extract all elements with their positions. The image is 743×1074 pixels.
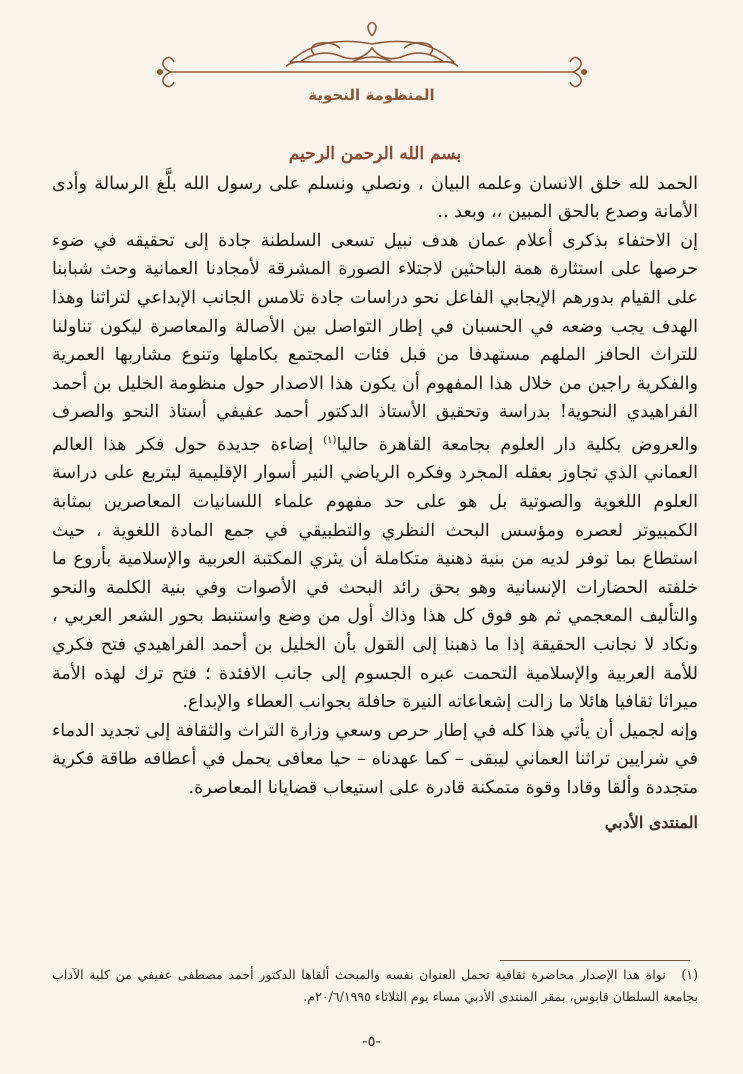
footnote-text: نواة هذا الإصدار محاضرة ثقافية تحمل العنوان نفسه والمبحث ألقاها الدكتور أحمد مصطفى عفيفي من كلية الآداب بجامعة السلطان قابوس، بمقر المنتدى الأدبي مساء يوم الثلاثاء ٢٠/٦/١٩٩٥م. <box>52 967 698 1004</box>
footnote-separator <box>500 960 690 961</box>
signature: المنتدى الأدبي <box>604 812 698 832</box>
footnote <box>52 964 698 1008</box>
footnote-reference: (١) <box>323 434 337 446</box>
paragraph-3: وإنه لجميل أن يأتي هذا كله في إطار حرص وسعي وزارة التراث والثقافة إلى تجديد الدماء في شرايين تراثنا العماني ليبقى – كما عهدناه – حيا معافى يحمل في أعطافه طاقة فكرية متجددة وألقا وقادا وقوة متمكنة قادرة على استيعاب قضايانا المعاصرة. <box>52 720 698 798</box>
paragraph-1: الحمد لله خلق الانسان وعلمه البيان ، ونصلي ونسلم على رسول الله بلَّغ الرسالة وأدى الأمانة وصدع بالحق المبين ،، وبعد .. <box>52 173 698 223</box>
footnote-number: (١) <box>681 967 698 982</box>
paragraph-2-continuation: إضاءة جديدة حول فكر هذا العالم العماني الذي تجاوز بعقله المجرد وفكره الرياضي النير أسوار الإقليمية ليتربع على دراسة العلوم اللغوية والصوتية بل هو على حد مفهوم علماء اللسانيات المعاصرين بمثابة الكمبيوتر لعصره ومؤسس البحث النظري والتطبيقي في جمع المادة اللغوية ، حيث استطاع بما توفر لديه من بنية ذهنية متكاملة أن يثري المكتبة العربية والإسلامية بأروع ما خلفته الحضارات الإنسانية وهو بحق رائد البحث في الأصوات وفي بنية الكلمة والنحو والتأليف المعجمي ثم هو فوق كل هذا وذاك أول من وضع واستنبط بحور الشعر العربي ، ونكاد لا نجانب الحقيقة إذا ما ذهبنا إلى القول بأن الخليل بن أحمد الفراهيدي فتح فكري للأمة العربية والإسلامية التحمت عبره الجسوم إلى جانب الافئدة ؛ فتح ترك لهذه الأمة ميراثا ثقافيا هائلا ما زالت إشعاعاته النيرة حافلة بجوانب العطاء والإبداع. <box>52 434 698 713</box>
header-ornament <box>0 22 743 92</box>
basmala: بسم الله الرحمن الرحيم <box>288 144 462 164</box>
paragraph-2 <box>52 227 698 717</box>
body-text <box>52 140 698 837</box>
page-number: -٥- <box>362 1032 381 1050</box>
paragraph-2-text: إن الاحتفاء بذكرى أعلام عمان هدف نبيل تسعى السلطنة جادة إلى تحقيقه في ضوء حرصها على استثارة همة الباحثين لاجتلاء الصورة المشرقة لأمجادنا العمانية وحث شبابنا على القيام بدورهم الإيجابي الفاعل نحو دراسات جادة تلامس الجانب الإبداعي لتراثنا وهذا الهدف يجب وضعه في الحسبان في إطار التواصل بين الأصالة والمعاصرة ليكون تناولنا للتراث الحافز الملهم مستهدفا من قبل فئات المجتمع بكاملها وتنوع مشاربها العمرية والفكرية راجين من خلال هذا المفهوم أن يكون هذا الاصدار حول منظومة الخليل بن أحمد الفراهيدي النحوية! بدراسة وتحقيق الأستاذ الدكتور أحمد عفيفي أستاذ النحو والصرف والعروض بكلية دار العلوم بجامعة القاهرة حاليا <box>52 230 698 455</box>
running-header: المنظومة النحوية <box>308 86 435 104</box>
